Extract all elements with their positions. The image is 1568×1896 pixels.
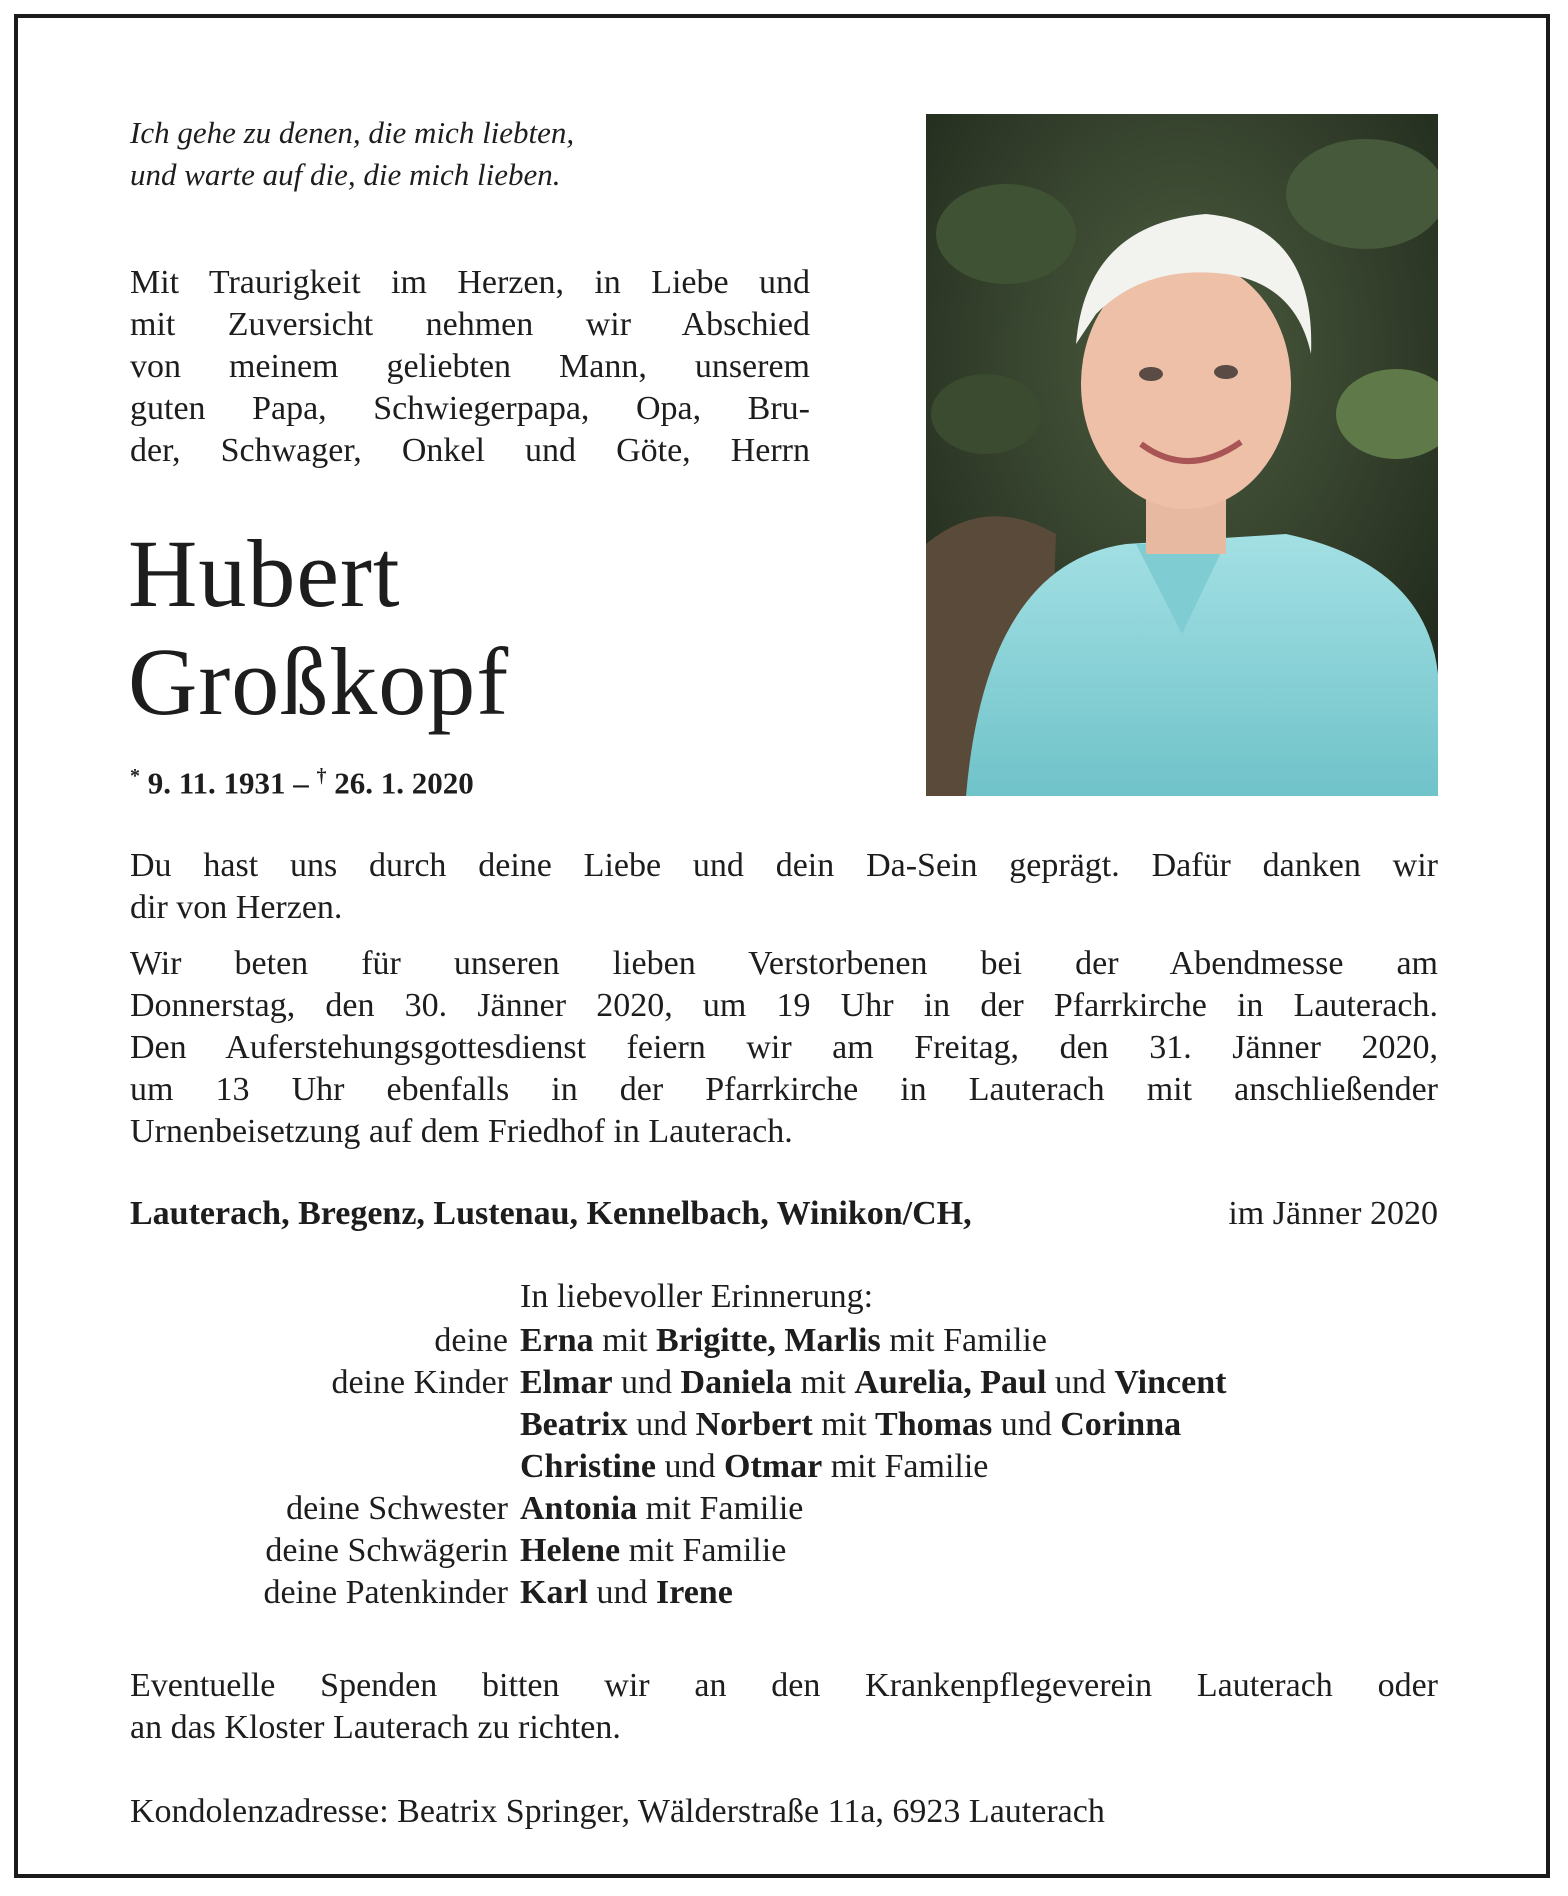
service-line: Donnerstag, den 30. Jänner 2020, um 19 Uhr in der Pfarrkirche in Lauterach.: [130, 987, 1438, 1024]
family-connector: mit Familie: [637, 1490, 804, 1527]
thanks-line: Du hast uns durch deine Liebe und dein Da-Sein geprägt. Dafür danken wir: [130, 847, 1438, 884]
family-connector: mit: [812, 1406, 876, 1443]
family-member-name: Irene: [655, 1574, 733, 1611]
family-member-name: Christine: [520, 1448, 656, 1485]
family-row: [130, 1572, 1438, 1614]
family-member-name: Elmar: [520, 1364, 613, 1401]
life-dates: [130, 765, 474, 801]
family-member-name: Norbert: [695, 1406, 813, 1443]
service-line: Den Auferstehungsgottesdienst feiern wir am Freitag, den 31. Jänner 2020,: [130, 1029, 1438, 1066]
family-relation: deine: [434, 1322, 508, 1359]
intro-line: der, Schwager, Onkel und Göte, Herrn: [130, 432, 810, 469]
motto: [130, 112, 574, 196]
intro-text: [130, 262, 810, 472]
motto-line-1: Ich gehe zu denen, die mich liebten,: [130, 115, 575, 150]
family-row: [130, 1404, 1438, 1446]
family-member-name: Beatrix: [520, 1406, 628, 1443]
places-date: im Jänner 2020: [1228, 1195, 1438, 1232]
family-members: [520, 1572, 1438, 1614]
family-connector: mit Familie: [822, 1448, 989, 1485]
death-symbol: †: [316, 765, 327, 787]
family-relation: [130, 1446, 520, 1488]
family-members: [520, 1488, 1438, 1530]
family-member-name: Karl: [520, 1574, 588, 1611]
family-member-name: Brigitte, Marlis: [656, 1322, 881, 1359]
intro-line: Mit Traurigkeit im Herzen, in Liebe und: [130, 264, 810, 301]
donation-line: Eventuelle Spenden bitten wir an den Krankenpflegeverein Lauterach oder: [130, 1667, 1438, 1704]
family-row: [130, 1530, 1438, 1572]
family-member-name: Vincent: [1114, 1364, 1227, 1401]
birth-symbol: *: [130, 765, 140, 787]
places-list: Lauterach, Bregenz, Lustenau, Kennelbach, Winikon/CH,: [130, 1195, 972, 1232]
family-connector: mit: [593, 1322, 657, 1359]
intro-line: guten Papa, Schwiegerpapa, Opa, Bru-: [130, 390, 810, 427]
family-member-name: Otmar: [724, 1448, 823, 1485]
intro-line: von meinem geliebten Mann, unserem: [130, 348, 810, 385]
family-relation: deine Patenkinder: [263, 1574, 508, 1611]
death-date: 26. 1. 2020: [334, 765, 474, 801]
family-connector: und: [612, 1364, 681, 1401]
family-relation: [130, 1404, 520, 1446]
service-line: Wir beten für unseren lieben Verstorbenen bei der Abendmesse am: [130, 945, 1438, 982]
service-paragraph: [130, 943, 1438, 1153]
family-list: [130, 1320, 1438, 1614]
family-relation: deine Schwägerin: [265, 1532, 508, 1569]
family-relation: deine Kinder: [331, 1364, 508, 1401]
first-name: Hubert: [128, 520, 401, 627]
family-connector: und: [992, 1406, 1061, 1443]
family-connector: mit Familie: [620, 1532, 787, 1569]
family-member-name: Erna: [520, 1322, 594, 1359]
family-connector: mit Familie: [880, 1322, 1047, 1359]
family-member-name: Daniela: [680, 1364, 792, 1401]
date-dash: –: [293, 765, 309, 801]
family-connector: und: [1046, 1364, 1115, 1401]
family-row: [130, 1488, 1438, 1530]
family-relation: deine Schwester: [286, 1490, 508, 1527]
family-member-name: Antonia: [520, 1490, 638, 1527]
family-member-name: Helene: [520, 1532, 621, 1569]
service-line: um 13 Uhr ebenfalls in der Pfarrkirche in Lauterach mit anschließender: [130, 1071, 1438, 1108]
family-members: [520, 1446, 1438, 1488]
portrait-photo: [926, 114, 1438, 796]
family-members: [520, 1362, 1438, 1404]
family-connector: und: [587, 1574, 656, 1611]
donation-line: an das Kloster Lauterach zu richten.: [130, 1709, 621, 1746]
deceased-name: [128, 520, 509, 736]
thanks-line: dir von Herzen.: [130, 889, 343, 926]
last-name: Großkopf: [128, 628, 510, 735]
family-connector: und: [627, 1406, 696, 1443]
family-connector: mit: [792, 1364, 855, 1401]
thanks-paragraph: [130, 845, 1438, 929]
family-members: [520, 1530, 1438, 1572]
intro-line: mit Zuversicht nehmen wir Abschied: [130, 306, 810, 343]
places-line: [130, 1195, 1438, 1233]
family-row: [130, 1320, 1438, 1362]
family-row: [130, 1446, 1438, 1488]
family-row: [130, 1362, 1438, 1404]
motto-line-2: und warte auf die, die mich lieben.: [130, 157, 561, 192]
family-connector: und: [656, 1448, 724, 1485]
memory-heading: In liebevoller Erinnerung:: [520, 1278, 874, 1315]
portrait-illustration: [926, 114, 1438, 796]
birth-date: 9. 11. 1931: [147, 765, 286, 801]
family-member-name: Thomas: [875, 1406, 993, 1443]
condolence-address: Kondolenzadresse: Beatrix Springer, Wälderstraße 11a, 6923 Lauterach: [130, 1793, 1105, 1830]
donation-paragraph: [130, 1665, 1438, 1749]
family-member-name: Corinna: [1060, 1406, 1182, 1443]
family-members: [520, 1404, 1438, 1446]
family-member-name: Aurelia, Paul: [854, 1364, 1047, 1401]
service-line: Urnenbeisetzung auf dem Friedhof in Lauterach.: [130, 1113, 793, 1150]
family-members: [520, 1320, 1438, 1362]
